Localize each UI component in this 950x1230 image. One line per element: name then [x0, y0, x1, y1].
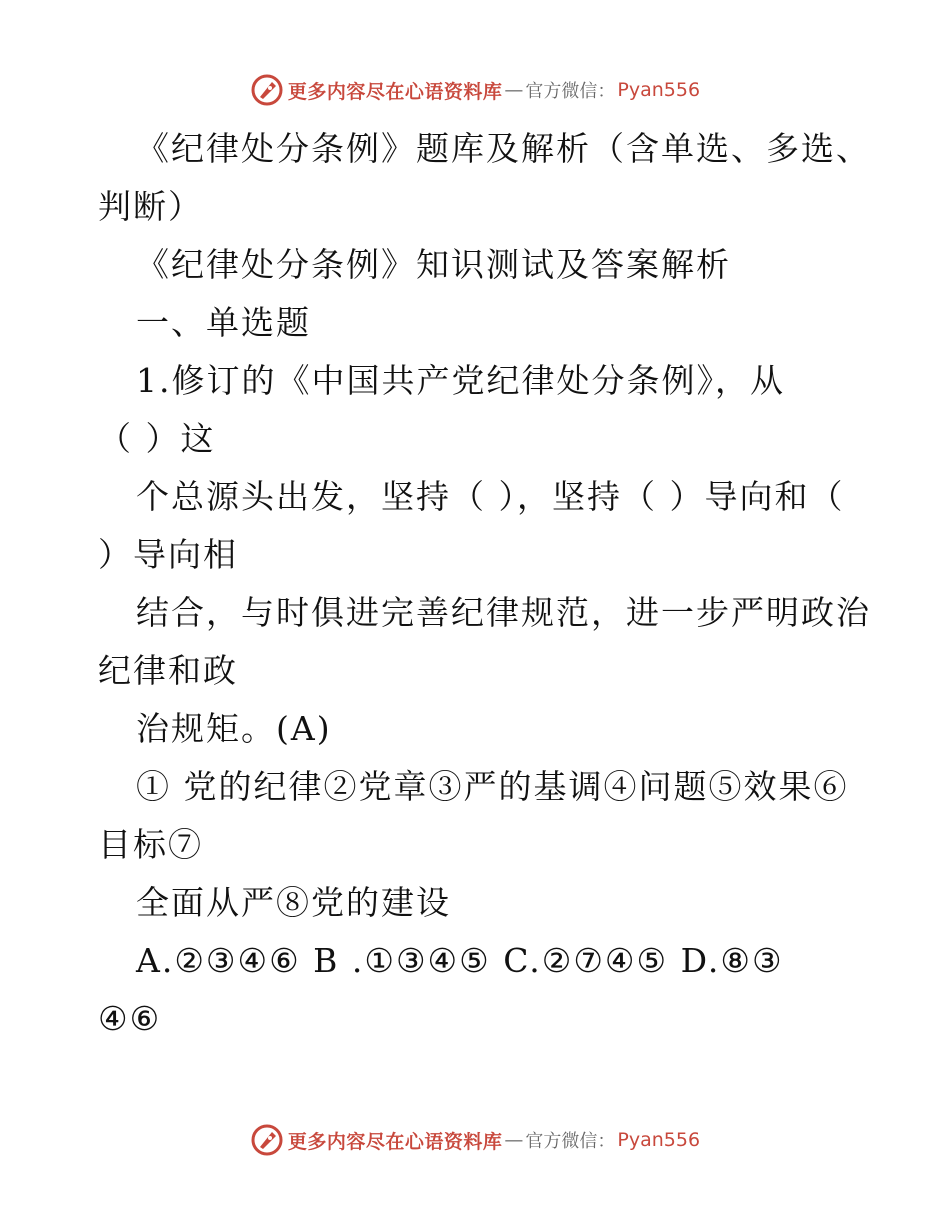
- question-line: 个总源头出发，坚持（ ），坚持（ ）导向和（: [136, 477, 845, 516]
- question-line: 结合，与时俱进完善纪律规范，进一步严明政治: [136, 593, 871, 632]
- header-watermark: [0, 70, 950, 110]
- option-items-line: ① 党的纪律②党章③严的基调④问题⑤效果⑥: [136, 767, 849, 806]
- watermark-wechat-id: Pyan556: [617, 1129, 701, 1151]
- doc-subtitle: 《纪律处分条例》知识测试及答案解析: [136, 245, 731, 284]
- question-line: 纪律和政: [98, 651, 238, 690]
- question-line: （ ）这: [98, 419, 216, 458]
- watermark-wechat-id: Pyan556: [617, 79, 701, 101]
- watermark-sub-text: 官方微信：: [525, 1131, 616, 1152]
- footer-watermark: [0, 1120, 950, 1160]
- doc-title-line-1: 《纪律处分条例》题库及解析（含单选、多选、: [136, 129, 871, 168]
- option-items-line: 全面从严⑧党的建设: [136, 883, 451, 922]
- question-line: 1.修订的《中国共产党纪律处分条例》，从: [136, 361, 785, 400]
- watermark-sub-text: 官方微信：: [525, 81, 616, 102]
- pen-nib-logo-icon: [250, 73, 284, 107]
- watermark-main-text: 更多内容尽在心语资料库: [287, 80, 503, 103]
- answer-choices-line: A.②③④⑥ B .①③④⑤ C.②⑦④⑤ D.⑧③: [136, 941, 784, 980]
- question-line-answer: 治规矩。(A): [136, 709, 332, 748]
- watermark-separator: —: [504, 79, 524, 101]
- doc-title-line-2: 判断）: [98, 187, 203, 226]
- question-line: ）导向相: [98, 535, 238, 574]
- watermark-main-text: 更多内容尽在心语资料库: [287, 1130, 503, 1153]
- watermark-separator: —: [504, 1129, 524, 1151]
- answer-choices-line: ④⑥: [98, 999, 162, 1038]
- section-heading: 一、单选题: [136, 303, 311, 342]
- pen-nib-logo-icon: [250, 1123, 284, 1157]
- option-items-line: 目标⑦: [98, 825, 203, 864]
